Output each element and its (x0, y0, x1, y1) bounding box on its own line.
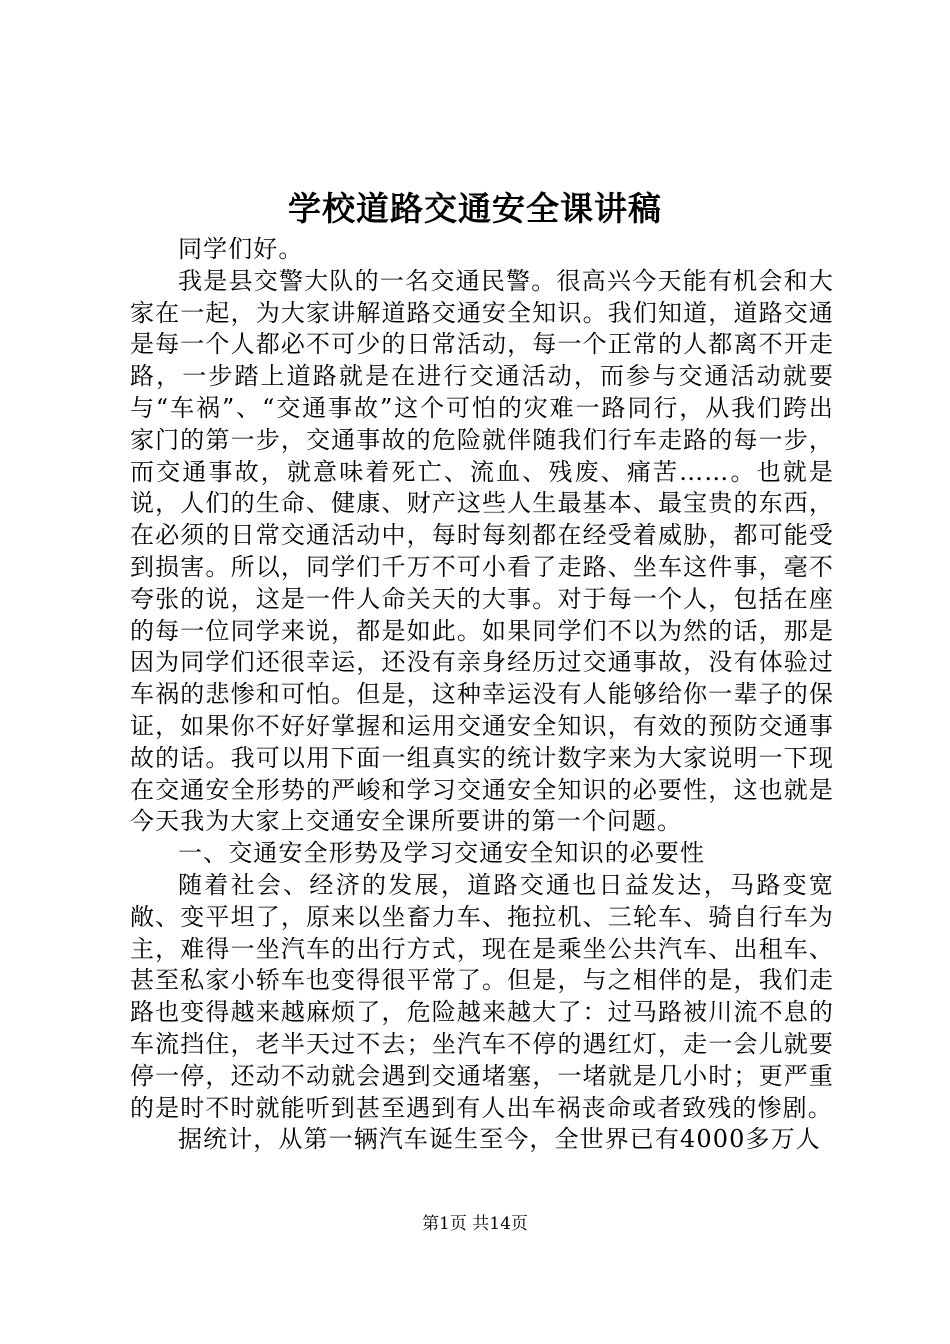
document-body (130, 234, 834, 1156)
section-heading: 一、交通安全形势及学习交通安全知识的必要性 (178, 839, 706, 868)
paragraph-introduction: 我是县交警大队的一名交通民警。很高兴今天能有机会和大家在一起，为大家讲解道路交通安全知识。我们知道，道路交通是每一个人都必不可少的日常活动，每一个正常的人都离不开走路，一步踏上道路就是在进行交通活动，而参与交通活动就要与“车祸”、“交通事故”这个可怕的灾难一路同行，从我们跨出家门的第一步，交通事故的危险就伴随我们行车走路的每一步，而交通事故，就意味着死亡、流血、残废、痛苦……。也就是说，人们的生命、健康、财产这些人生最基本、最宝贵的东西，在必须的日常交通活动中，每时每刻都在经受着威胁，都可能受到损害。所以，同学们千万不可小看了走路、坐车这件事，毫不夸张的说，这是一件人命关天的大事。对于每一个人，包括在座的每一位同学来说，都是如此。如果同学们不以为然的话，那是因为同学们还很幸运，还没有亲身经历过交通事故，没有体验过车祸的悲惨和可怕。但是，这种幸运没有人能够给你一辈子的保证，如果你不好好掌握和运用交通安全知识，有效的预防交通事故的话。我可以用下面一组真实的统计数字来为大家说明一下现在交通安全形势的严峻和学习交通安全知识的必要性，这也就是今天我为大家上交通安全课所要讲的第一个问题。 (130, 266, 834, 836)
paragraph-greeting: 同学们好。 (178, 235, 304, 263)
paragraph-statistics: 据统计，从第一辆汽车诞生至今，全世界已有4000多万人 (178, 1125, 821, 1154)
document-title: 学校道路交通安全课讲稿 (288, 189, 662, 228)
paragraph-traffic-development: 随着社会、经济的发展，道路交通也日益发达，马路变宽敞、变平坦了，原来以坐畜力车、拖拉机、三轮车、骑自行车为主，难得一坐汽车的出行方式，现在是乘坐公共汽车、出租车、甚至私家小轿车也变得很平常了。但是，与之相伴的是，我们走路也变得越来越麻烦了，危险越来越大了：过马路被川流不息的车流挡住，老半天过不去；坐汽车不停的遇红灯，走一会儿就要停一停，还动不动就会遇到交通堵塞，一堵就是几小时；更严重的是时不时就能听到甚至遇到有人出车祸丧命或者致残的惨剧。 (130, 870, 834, 1122)
page-number-footer: 第1页 共14页 (422, 1214, 528, 1234)
